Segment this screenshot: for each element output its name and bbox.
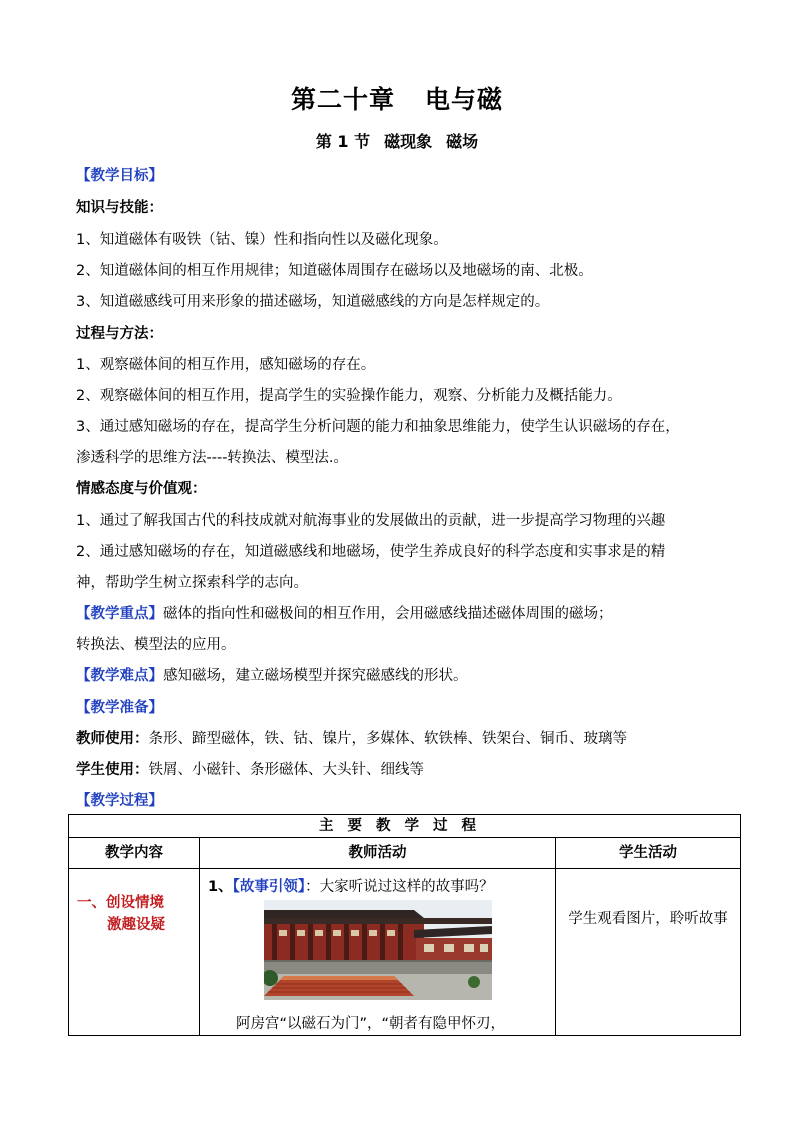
- section-title: [0, 129, 794, 152]
- process-method-heading: 过程与方法：: [76, 326, 163, 342]
- chapter-name: 电与磁: [425, 85, 504, 114]
- difficult-points-label: 【教学难点】: [76, 668, 163, 684]
- stage-title-line1: [77, 891, 164, 912]
- section-topic-2: 磁场: [446, 132, 479, 151]
- column-header-teacher: 教师活动: [200, 838, 556, 869]
- teacher-activity-cell: [200, 869, 556, 1036]
- process-method-item: 3、通过感知磁场的存在，提高学生分析问题的能力和抽象思维能力，使学生认识磁场的存在，: [76, 419, 680, 435]
- student-materials-label: 学生使用：: [76, 762, 149, 778]
- column-header-content: 教学内容: [69, 838, 200, 869]
- teacher-activity-story: 阿房宫“以磁石为门”，“朝者有隐甲怀刃，: [236, 1016, 506, 1032]
- teacher-materials: [76, 727, 627, 748]
- knowledge-heading: 知识与技能：: [76, 200, 163, 216]
- table-main-header: 主要教学过程: [69, 815, 741, 838]
- teacher-materials-text: 条形、蹄型磁体，铁、钴、镍片，多媒体、软铁棒、铁架台、铜币、玻璃等: [148, 731, 627, 747]
- section-number: 第 1 节: [315, 132, 371, 151]
- stage-cell: [69, 869, 200, 1036]
- stage-number: 一、: [77, 895, 106, 911]
- knowledge-item: 3、知道磁感线可用来形象的描述磁场，知道磁感线的方向是怎样规定的。: [76, 294, 550, 310]
- difficult-points-text: 感知磁场，建立磁场模型并探究磁感线的形状。: [163, 668, 468, 684]
- emotion-heading: 情感态度与价值观：: [76, 481, 207, 497]
- emotion-item: 1、通过了解我国古代的科技成就对航海事业的发展做出的贡献，进一步提高学习物理的兴趣: [76, 513, 666, 529]
- key-points-text-2: 转换法、模型法的应用。: [76, 637, 236, 653]
- knowledge-item: 1、知道磁体有吸铁（钴、镍）性和指向性以及磁化现象。: [76, 232, 448, 248]
- student-materials-text: 铁屑、小磁针、条形磁体、大头针、细线等: [148, 762, 424, 778]
- process-heading: 【教学过程】: [76, 793, 163, 809]
- story-lead-tag: 【故事引领】: [232, 879, 306, 895]
- key-points-text: 磁体的指向性和磁极间的相互作用，会用磁感线描述磁体周围的磁场；: [163, 606, 613, 622]
- key-points-label: 【教学重点】: [76, 606, 163, 622]
- key-points: [76, 602, 613, 623]
- teacher-activity-number: 1、: [208, 879, 233, 895]
- difficult-points: [76, 664, 468, 685]
- teacher-activity-question: ：大家听说过这样的故事吗？: [305, 879, 494, 895]
- section-topic-1: 磁现象: [384, 132, 433, 151]
- chapter-title: [0, 80, 794, 116]
- teacher-materials-label: 教师使用：: [76, 731, 149, 747]
- stage-name-1: 创设情境: [106, 895, 164, 911]
- knowledge-item: 2、知道磁体间的相互作用规律；知道磁体周围存在磁场以及地磁场的南、北极。: [76, 263, 593, 279]
- process-method-item: 渗透科学的思维方法----转换法、模型法.。: [76, 450, 349, 466]
- chapter-number: 第二十章: [290, 85, 395, 114]
- preparation-heading: 【教学准备】: [76, 700, 163, 716]
- column-header-student: 学生活动: [556, 838, 741, 869]
- process-method-item: 1、观察磁体间的相互作用，感知磁场的存在。: [76, 357, 376, 373]
- emotion-item: 2、通过感知磁场的存在，知道磁感线和地磁场，使学生养成良好的科学态度和实事求是的精: [76, 544, 666, 560]
- objectives-heading: 【教学目标】: [76, 168, 163, 184]
- process-method-item: 2、观察磁体间的相互作用，提高学生的实验操作能力，观察、分析能力及概括能力。: [76, 388, 622, 404]
- student-activity-cell: 学生观看图片，聆听故事: [556, 869, 741, 1036]
- emotion-item: 神，帮助学生树立探索科学的志向。: [76, 575, 308, 591]
- epang-palace-photo: [264, 900, 492, 1000]
- student-materials: [76, 758, 424, 779]
- teacher-activity-intro: [208, 875, 494, 896]
- teaching-process-table: [68, 814, 741, 1036]
- stage-title-line2: 激趣设疑: [107, 917, 165, 933]
